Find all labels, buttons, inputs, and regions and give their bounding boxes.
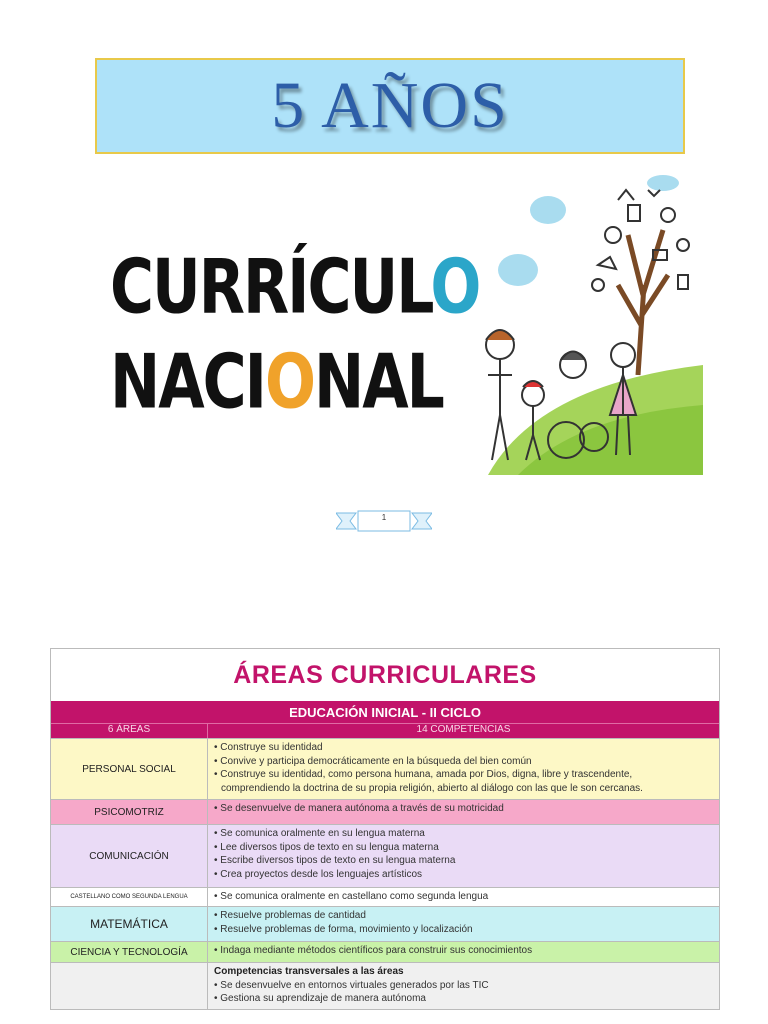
table-row (51, 941, 719, 962)
competency-item: • Gestiona su aprendizaje de manera autónoma (214, 992, 713, 1006)
competencies-cell (208, 963, 719, 1009)
competency-item: • Resuelve problemas de forma, movimiento y localización (214, 923, 713, 937)
curriculum-line-1-text: CURRÍCUL (110, 243, 431, 332)
title-banner (95, 58, 685, 154)
area-empty (51, 963, 208, 1009)
header-areas: 6 ÁREAS (51, 724, 208, 738)
table-title: ÁREAS CURRICULARES (233, 660, 537, 689)
competency-item: • Escribe diversos tipos de texto en su lengua materna (214, 854, 713, 868)
competencies-cell (208, 739, 719, 799)
area-castellano: CASTELLANO COMO SEGUNDA LENGUA (51, 888, 208, 906)
area-matematica: MATEMÁTICA (51, 907, 208, 941)
area-ciencia-tecnologia: CIENCIA Y TECNOLOGÍA (51, 942, 208, 962)
transversal-heading: Competencias transversales a las áreas (214, 966, 404, 977)
page-number: 1 (381, 513, 387, 522)
curriculum-heading (110, 240, 480, 430)
curricular-areas-table (50, 648, 720, 1010)
table-row (51, 824, 719, 887)
table-subtitle: EDUCACIÓN INICIAL - II CICLO (51, 701, 719, 723)
competency-item: • Se desenvuelve de manera autónoma a través de su motricidad (214, 802, 713, 816)
table-header-row (51, 723, 719, 738)
banner-title: 5 AÑOS (271, 69, 509, 142)
curriculum-line-2-o: O (265, 338, 315, 427)
table-row (51, 799, 719, 824)
competency-item: • Indaga mediante métodos científicos para construir sus conocimientos (214, 944, 713, 958)
curriculum-line-2-end: NAL (314, 338, 443, 427)
competency-item: • Convive y participa democráticamente en la búsqueda del bien común (214, 755, 713, 769)
area-personal-social: PERSONAL SOCIAL (51, 739, 208, 799)
table-row (51, 962, 719, 1009)
competency-item: • Resuelve problemas de cantidad (214, 909, 713, 923)
curriculum-line-1 (110, 240, 480, 335)
competencies-cell (208, 907, 719, 941)
curriculum-line-2 (110, 335, 443, 430)
competency-item: • Crea proyectos desde los lenguajes artísticos (214, 868, 713, 882)
competencies-cell (208, 942, 719, 962)
curriculum-line-1-o: O (430, 243, 480, 332)
competency-item: • Construye su identidad, como persona humana, amada por Dios, digna, libre y trascendente, (214, 768, 713, 782)
competencies-cell (208, 888, 719, 906)
competency-continuation: comprendiendo la doctrina de su propia religión, abierto al diálogo con las que le son cercanas. (221, 782, 643, 794)
competency-item: • Construye su identidad (214, 741, 713, 755)
competencies-cell (208, 800, 719, 824)
area-psicomotriz: PSICOMOTRIZ (51, 800, 208, 824)
competencies-cell (208, 825, 719, 887)
area-comunicacion: COMUNICACIÓN (51, 825, 208, 887)
competency-item: • Lee diversos tipos de texto en su lengua materna (214, 841, 713, 855)
header-competencies: 14 COMPETENCIAS (416, 724, 511, 735)
competency-item: • Se comunica oralmente en castellano como segunda lengua (214, 890, 713, 904)
children-tree-illustration (478, 175, 703, 475)
table-row (51, 887, 719, 906)
competency-item: • Se desenvuelve en entornos virtuales generados por las TIC (214, 979, 713, 993)
table-row (51, 906, 719, 941)
table-row (51, 738, 719, 799)
competency-item: • Se comunica oralmente en su lengua materna (214, 827, 713, 841)
curriculum-line-2-text: NACI (110, 338, 266, 427)
